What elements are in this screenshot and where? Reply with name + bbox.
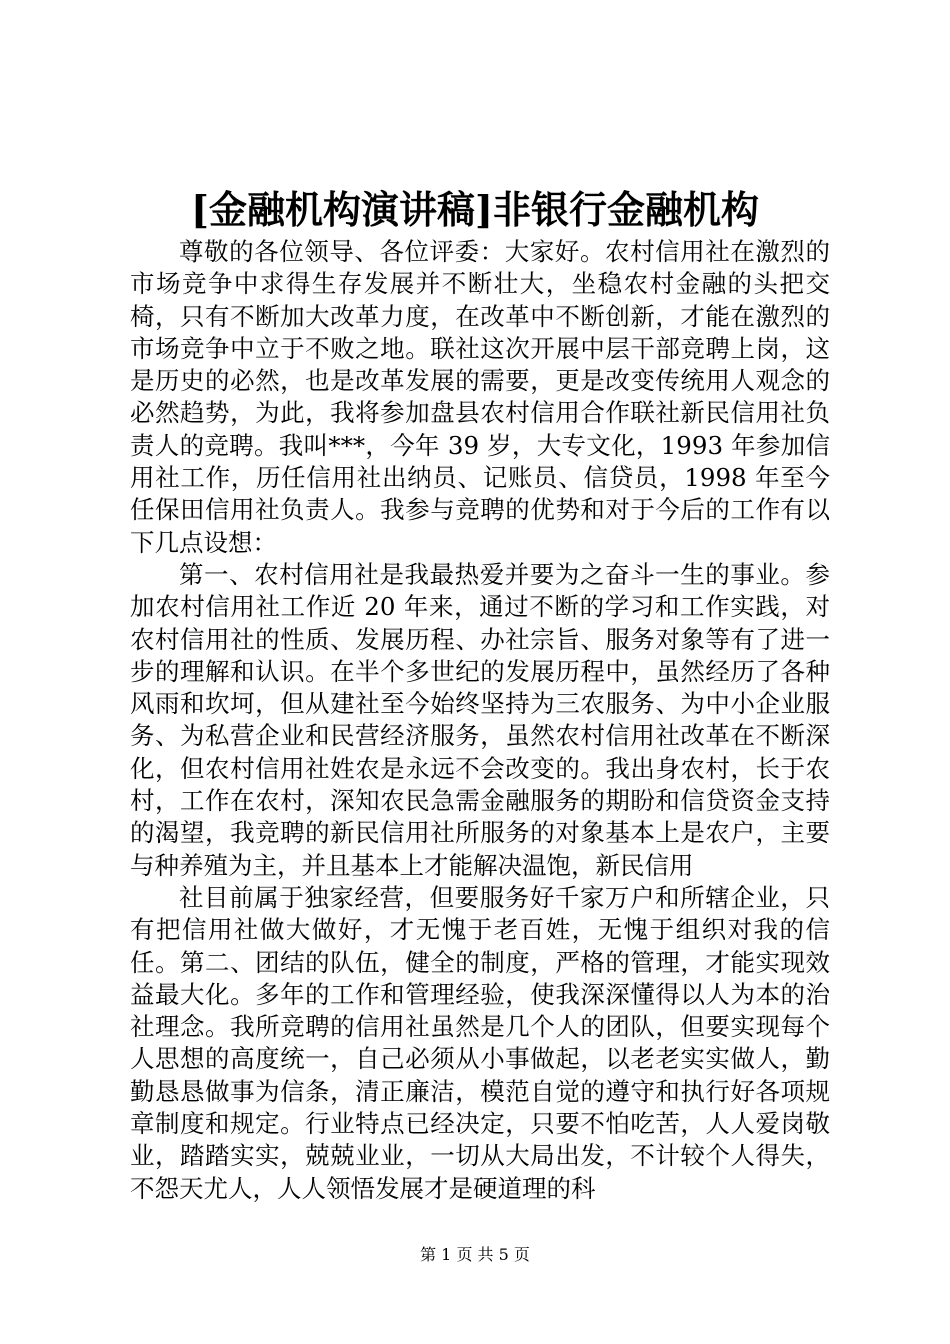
paragraph-2: 第一、农村信用社是我最热爱并要为之奋斗一生的事业。参加农村信用社工作近 20 年来，通过不断的学习和工作实践，对农村信用社的性质、发展历程、办社宗旨、服务对象等有了进一步的理解和认识。在半个多世纪的发展历程中，虽然经历了各种风雨和坎坷，但从建社至今始终坚持为三农服务、为中小企业服务、为私营企业和民营经济服务，虽然农村信用社改革在不断深化，但农村信用社姓农是永远不会改变的。我出身农村，长于农村，工作在农村，深知农民急需金融服务的期盼和信贷资金支持的渴望，我竞聘的新民信用社所服务的对象基本上是农户，主要与种养殖为主，并且基本上才能解决温饱，新民信用 xyxy=(130,559,830,880)
page-footer: 第 1 页 共 5 页 xyxy=(420,1245,530,1264)
paragraph-1: 尊敬的各位领导、各位评委：大家好。农村信用社在激烈的市场竞争中求得生存发展并不断壮大，坐稳农村金融的头把交椅，只有不断加大改革力度，在改革中不断创新，才能在激烈的市场竞争中立于不败之地。联社这次开展中层干部竞聘上岗，这是历史的必然，也是改革发展的需要，更是改变传统用人观念的必然趋势，为此，我将参加盘县农村信用合作联社新民信用社负责人的竞聘。我叫***，今年 39 岁，大专文化，1993 年参加信用社工作，历任信用社出纳员、记账员、信贷员，1998 年至今任保田信用社负责人。我参与竞聘的优势和对于今后的工作有以下几点设想： xyxy=(130,237,830,557)
paragraph-3: 社目前属于独家经营，但要服务好千家万户和所辖企业，只有把信用社做大做好，才无愧于老百姓，无愧于组织对我的信任。第二、团结的队伍，健全的制度，严格的管理，才能实现效益最大化。多年的工作和管理经验，使我深深懂得以人为本的治社理念。我所竞聘的信用社虽然是几个人的团队，但要实现每个人思想的高度统一，自己必须从小事做起，以老老实实做人，勤勤恳恳做事为信条，清正廉洁，模范自觉的遵守和执行好各项规章制度和规定。行业特点已经决定，只要不怕吃苦，人人爱岗敬业，踏踏实实，兢兢业业，一切从大局出发，不计较个人得失，不怨天尤人，人人领悟发展才是硬道理的科 xyxy=(130,882,830,1203)
document-body xyxy=(130,236,830,1205)
document-title: [金融机构演讲稿]非银行金融机构 xyxy=(191,187,759,232)
